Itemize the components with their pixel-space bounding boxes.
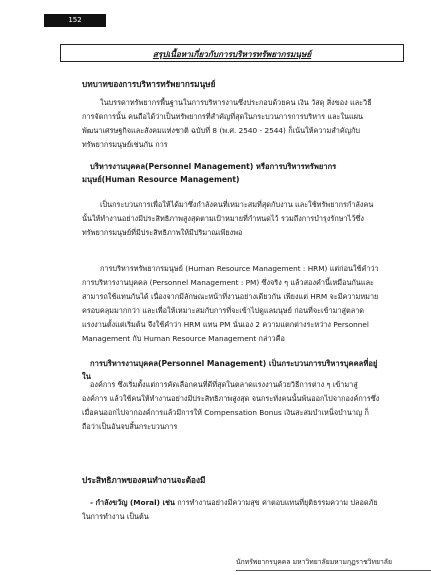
paragraph-hrm-vs-pm: การบริหารทรัพยากรมนุษย์ (Human Resource Management : HRM) แต่ก่อนใช้คำว่า การบริหารงานบุคคล (Personnel Management : PM) ซึ่งจริง ๆ แล้วสองคำนี้เหมือนกันและสามารถใช้แทนกันได้ เนื่องจากมีลักษณะหน้าที่งานอย่างเดียวกัน เพียงแต่ HRM จะมีความหมายครอบคลุมมากกว่า และเพื่อให้เหมาะสมกับการที่จะเข้าไปดูแลมนุษย์ ก่อนที่จะเข้ามาสู่ตลาดแรงงานตั้งแต่เริ่มต้น จึงใช้คำว่า HRM แทน PM นั่นเอง 2 ความแตกต่างระหว่าง Personnel Management กับ Human Resource Management กล่าวคือ: [82, 264, 379, 343]
page-number-bar: 152: [44, 14, 106, 27]
subheading-personnel-process: การบริหารงานบุคคล(Personnel Management) เป็นกระบวนการบริหารบุคคลที่อยู่ใน: [82, 359, 378, 381]
footer-divider: [236, 570, 431, 571]
page-title: สรุปเนื้อหาเกี่ยวกับการบริหารทรัพยากรมนุษย์: [60, 44, 404, 62]
paragraph-process: องค์การ ซึ่งเริ่มตั้งแต่การคัดเลือกคนที่ดีที่สุดในตลาดแรงงานด้วยวิธีการต่าง ๆ เข้ามาสู่องค์การ แล้วใช้คนให้ทำงานอย่างมีประสิทธิภาพสูงสุด จนกระทั่งคนนั้นพ้นออกไปจากองค์การซึ่งเมื่อคนออกไปจากองค์การแล้วมีการให้ Compensation Bonus เงินสะสมบำเหน็จบำนาญ ก็ถือว่าเป็นอันจบสิ้นกระบวนการ: [82, 380, 380, 431]
subheading-personnel-management: บริหารงานบุคคล(Personnel Management) หรือการบริหารทรัพยากรมนุษย์(Human Resource Management): [82, 162, 337, 184]
section-heading-role: บทบาทของการบริหารทรัพยากรมนุษย์: [82, 79, 216, 89]
paragraph-definition: เป็นกระบวนการเพื่อให้ได้มาซึ่งกำลังคนที่เหมาะสมที่สุดกับงาน และใช้ทรัพยากรกำลังคนนั้นให้ทำงานอย่างมีประสิทธิภาพสูงสุดตามเป้าหมายที่กำหนดไว้ รวมถึงการบำรุงรักษาไว้ซึ่งทรัพยากรมนุษย์ที่มีประสิทธิภาพให้มีปริมาณเพียงพอ: [82, 200, 374, 237]
section-heading-efficiency: ประสิทธิภาพของคนทำงานจะต้องมี: [82, 475, 206, 485]
list-item-morale: [82, 496, 382, 524]
list-item-morale-text: การทำงานอย่างมีความสุข ค่าตอบแทนที่ยุติธรรมความ ปลอดภัยในการทำงาน เป็นต้น: [82, 498, 378, 521]
list-item-morale-label: - กำลังขวัญ (Moral) เช่น: [90, 498, 175, 507]
paragraph-intro: ในบรรดาทรัพยากรพื้นฐานในการบริหารงานซึ่งประกอบด้วยคน เงิน วัสดุ สิ่งของ และวิธีการจัดการนั้น คนถือได้ว่าเป็นทรัพยากรที่สำคัญที่สุดในกระบวนการการบริหาร และในแผนพัฒนาเศรษฐกิจและสังคมแห่งชาติ ฉบับที่ 8 (พ.ศ. 2540 - 2544) ก็เน้นให้ความสำคัญกับทรัพยากรมนุษย์เช่นกัน การ: [82, 98, 372, 149]
footer-text: นักทรัพยากรบุคคล มหาวิทยาลัยมหามกุฏราชวิทยาลัย: [236, 558, 392, 566]
